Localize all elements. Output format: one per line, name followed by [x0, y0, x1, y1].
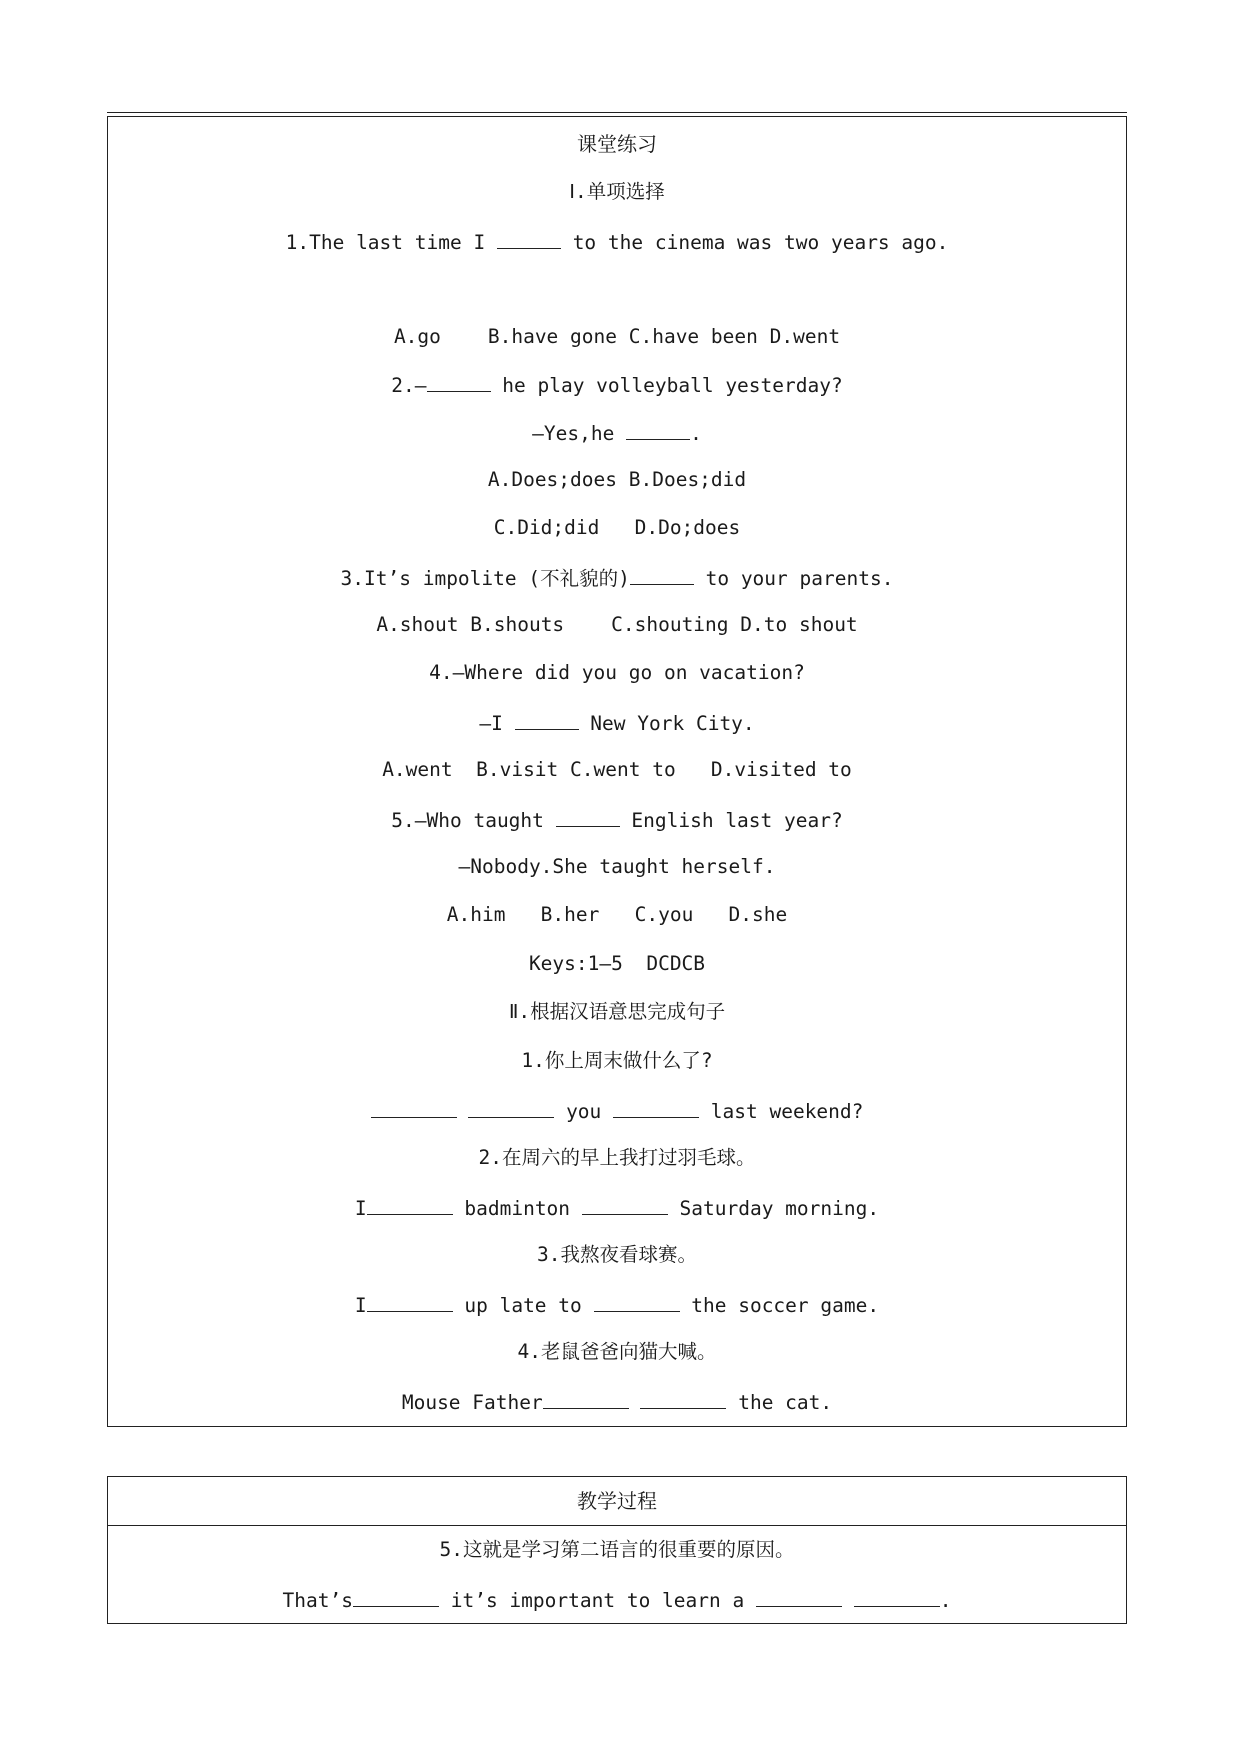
question-1: 1.The last time I to the cinema was two years ago. — [108, 228, 1126, 256]
question-4-reply: —I New York City. — [108, 709, 1126, 737]
teaching-process-box — [107, 1476, 1127, 1624]
answer-blank[interactable] — [854, 1586, 940, 1607]
answer-blank[interactable] — [556, 806, 620, 827]
answer-blank[interactable] — [515, 709, 579, 730]
question-3-options: A.shout B.shouts C.shouting D.to shout — [376, 613, 858, 636]
question-4: 4.—Where did you go on vacation? — [429, 661, 805, 684]
answer-blank[interactable] — [626, 419, 690, 440]
question-5-reply: —Nobody.She taught herself. — [458, 855, 776, 878]
answer-blank[interactable] — [367, 1194, 453, 1215]
part1-heading: Ⅰ.单项选择 — [569, 180, 665, 203]
sentence-3-english: I up late to the soccer game. — [108, 1291, 1126, 1319]
sentence-1-english: you last weekend? — [108, 1097, 1126, 1125]
sentence-3-chinese: 3.我熬夜看球赛。 — [537, 1243, 697, 1266]
answer-blank[interactable] — [497, 228, 561, 249]
answer-blank[interactable] — [640, 1388, 726, 1409]
answer-blank[interactable] — [367, 1291, 453, 1312]
sentence-1-chinese: 1.你上周末做什么了? — [521, 1049, 713, 1072]
section-title: 课堂练习 — [577, 132, 657, 156]
answer-keys: Keys:1—5 DCDCB — [528, 952, 706, 975]
answer-blank[interactable] — [756, 1586, 842, 1607]
exercise-box — [107, 116, 1127, 1427]
question-1-options: A.go B.have gone C.have been D.went — [393, 325, 841, 348]
question-2-reply: —Yes,he . — [108, 419, 1126, 447]
sentence-2-english: I badminton Saturday morning. — [108, 1194, 1126, 1222]
answer-blank[interactable] — [371, 1097, 457, 1118]
sentence-4-english: Mouse Father the cat. — [108, 1388, 1126, 1416]
answer-blank[interactable] — [594, 1291, 680, 1312]
answer-blank[interactable] — [427, 371, 491, 392]
answer-blank[interactable] — [543, 1388, 629, 1409]
answer-blank[interactable] — [582, 1194, 668, 1215]
question-5: 5.—Who taught English last year? — [108, 806, 1126, 834]
section-title: 教学过程 — [577, 1489, 657, 1513]
table-divider — [108, 1525, 1126, 1526]
answer-blank[interactable] — [468, 1097, 554, 1118]
question-2: 2.— he play volleyball yesterday? — [108, 371, 1126, 399]
question-4-options: A.went B.visit C.went to D.visited to — [382, 758, 852, 781]
answer-blank[interactable] — [630, 564, 694, 585]
question-2-options-1: A.Does;does B.Does;did — [487, 468, 747, 491]
sentence-2-chinese: 2.在周六的早上我打过羽毛球。 — [478, 1146, 756, 1169]
question-2-options-2: C.Did;did D.Do;does — [493, 516, 741, 539]
sentence-5-english: That’s it’s important to learn a . — [108, 1586, 1126, 1614]
sentence-5-chinese: 5.这就是学习第二语言的很重要的原因。 — [439, 1538, 795, 1561]
page-header-rule — [107, 112, 1127, 113]
part2-heading: Ⅱ.根据汉语意思完成句子 — [508, 1000, 726, 1023]
answer-blank[interactable] — [613, 1097, 699, 1118]
answer-blank[interactable] — [353, 1586, 439, 1607]
question-3: 3.It’s impolite (不礼貌的) to your parents. — [108, 564, 1126, 592]
question-5-options: A.him B.her C.you D.she — [446, 903, 788, 926]
sentence-4-chinese: 4.老鼠爸爸向猫大喊。 — [517, 1340, 717, 1363]
